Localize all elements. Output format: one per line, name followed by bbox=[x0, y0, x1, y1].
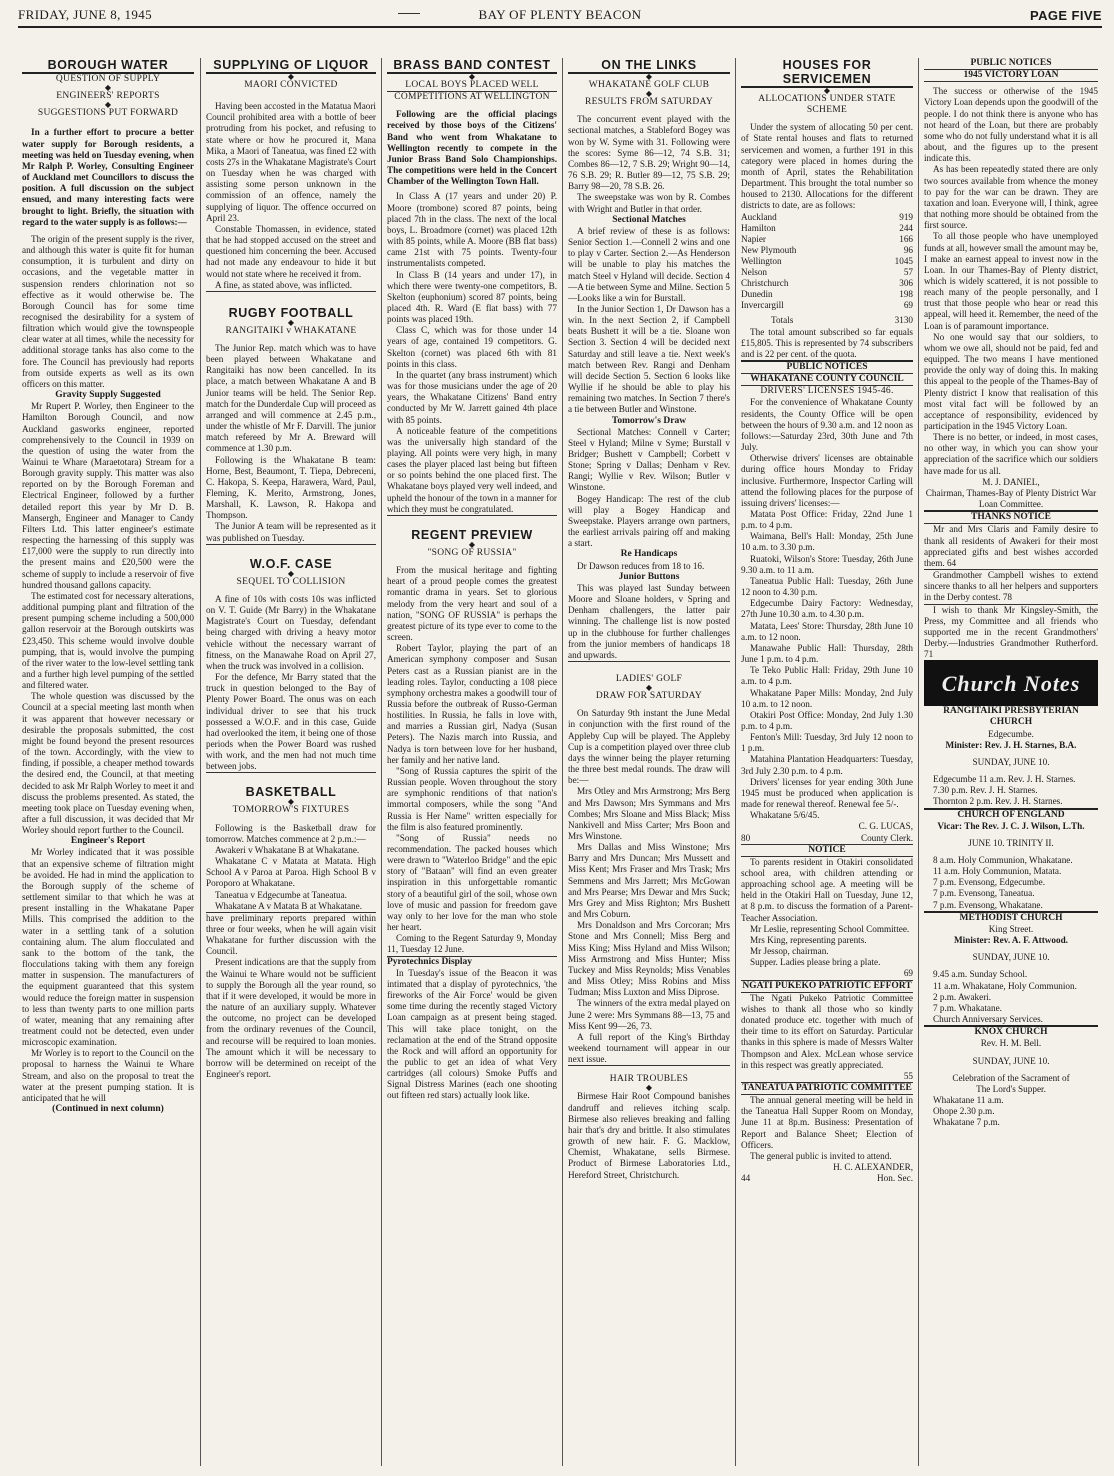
ornament: ◆ bbox=[287, 317, 295, 327]
ref-number: 69 bbox=[903, 968, 913, 979]
paragraph: Class C, which was for those under 14 years of age, contained 19 competitors. G. Skelton (cornet) was placed 6th with 81 points in this class. bbox=[387, 325, 557, 369]
district-name: Wellington bbox=[741, 255, 782, 266]
paragraph: From the musical heritage and fighting heart of a proud people comes the greatest romantic drama in years. Set to glorious melody from the very heart and soul of a nation, "SONG OF RUSSIA" is perhaps the greatest picture of its type ever to come to the screen. bbox=[387, 565, 557, 643]
paragraph: The success or otherwise of the 1945 Victory Loan depends upon the goodwill of the people. I do not think there is anyone who has not heard of the Loan, but there are probably some who do not fully understand what it is all about, and the figures up to the present indicate this. bbox=[924, 86, 1098, 164]
paragraph: Constable Thomassen, in evidence, stated that he had stopped accused on the street and questioned him concerning the beer. Accused had not made any endeavour to hide it but would not state where he received it from. bbox=[206, 223, 376, 279]
column-rule bbox=[200, 58, 201, 1466]
paragraph: Waimana, Bell's Hall: Monday, 25th June 10 a.m. to 3.30 p.m. bbox=[741, 531, 913, 553]
section-heading: Tomorrow's Draw bbox=[611, 415, 687, 426]
paragraph: Sectional Matches: Connell v Carter; Steel v Hyland; Milne v Syme; Burstall v Bridger; Bushett v Campbell; Corbett v Stone; Spring v Dallas; Denham v Rev. Rangi; Wyllie v Rev. Wilson; Butler v Winstone. bbox=[568, 426, 730, 493]
rule bbox=[206, 544, 376, 545]
paragraph: Matata, Lees' Store: Thursday, 28th June 10 a.m. to 12 noon. bbox=[741, 620, 913, 642]
article-title: BRASS BAND CONTEST bbox=[393, 58, 551, 72]
service-line: Whakatane 7 p.m. bbox=[933, 1117, 1000, 1128]
article-title: BASKETBALL bbox=[245, 785, 337, 800]
paragraph: The concurrent event played with the sectional matches, a Stableford Bogey was won by W. Syme with 31. Following were the scores: Syme 86—12, 74 S.B. 31; Combes 86—12, 7 S.B. 29; Wright 90—14, 76 S.B. 29; R. Butler 89—12, 75 S.B. 29; Barry 98—20, 78 S.B. 26. bbox=[568, 114, 730, 192]
table-row bbox=[741, 300, 913, 311]
district-name: Invercargill bbox=[741, 300, 784, 311]
signature-line bbox=[741, 1173, 913, 1184]
column-rule bbox=[381, 58, 382, 1466]
article-title: SUPPLYING OF LIQUOR bbox=[213, 58, 369, 72]
column-liquor-sport bbox=[206, 58, 376, 1470]
paragraph: Otherwise drivers' licenses are obtainable during office hours Monday to Friday inclusive. Furthermore, Inspector Carling will attend the following places for the purpose of issuing drivers' licenses:— bbox=[741, 453, 913, 508]
ref-number: 80 bbox=[741, 832, 751, 843]
article-title: BOROUGH WATER bbox=[47, 58, 169, 72]
church-minister: Rev. H. M. Bell. bbox=[980, 1038, 1042, 1049]
paragraph: Following is the Basketball draw for tomorrow. Matches commence at 2 p.m.:— bbox=[206, 822, 376, 844]
paragraph: Mr and Mrs Claris and Family desire to thank all residents of Awakeri for their most appreciated gifts and best wishes accorded them. 64 bbox=[924, 524, 1098, 568]
article-title: W.O.F. CASE bbox=[249, 556, 333, 571]
paragraph: Present indications are that the supply from the Wainui te Whare would not be sufficient to supply the Borough all the year round, so that if it were developed, it would be more in the nature of an auxiliary supply. Whatever the outcome, no project can be developed from the ordinary revenues of the Council, and recourse will be required to loan monies. The amount which it will be necessary to borrow will be determined on receipt of the Engineer's report. bbox=[206, 957, 376, 1080]
paragraph: Whakatane A v Matata B at Whakatane. bbox=[215, 900, 363, 911]
paragraph: Mr Leslie, representing School Committee. bbox=[750, 923, 910, 934]
issue-date: FRIDAY, JUNE 8, 1945 bbox=[18, 7, 153, 22]
table-row bbox=[741, 212, 913, 223]
paragraph: This was played last Sunday between Moore and Sloane holders, v Spring and Denham challengers, the latter pair winning. The challenge list is now posted up in the clubhouse for further challenges from the junior members of handicaps 18 and upwards. bbox=[568, 582, 730, 660]
paragraph: Whakatane 5/6/45. bbox=[750, 810, 820, 821]
service-line: 7 p.m. Whakatane. bbox=[933, 1002, 1002, 1013]
paragraph: To parents resident in Otakiri consolidated school area, with children attending or approaching school age. A meeting will be held in the Otakiri Hall on Tuesday, June 12, at 8 p.m. to discuss the formation of a Parent-Teacher Association. bbox=[741, 856, 913, 923]
ornament: ◆ bbox=[823, 86, 831, 95]
paragraph: Mr Jessop, chairman. bbox=[750, 946, 829, 957]
paragraph: I wish to thank Mr Kingsley-Smith, the Press, my Committee and all friends who supported me in the recent Grandmothers' Derby.—Industries Grandmother Rutherford. 71 bbox=[924, 604, 1098, 660]
service-line: 11 a.m. Whakatane, Holy Communion. bbox=[933, 980, 1077, 991]
district-name: Hamilton bbox=[741, 222, 776, 233]
paragraph: As has been repeatedly stated there are only two sources available from whence the money to pay for the war can be drawn. They are taxation and loan. Everyone will, I think, agree that nothing more should be obtained from the first source. bbox=[924, 164, 1098, 231]
paragraph: The total amount subscribed so far equals £15,805. This is represented by 74 subscribers and is 22 per cent. of the quota. bbox=[741, 326, 913, 359]
column-notices-church bbox=[924, 58, 1098, 1470]
subheading: RANGITAIKI v WHAKATANE bbox=[225, 325, 357, 336]
rule bbox=[924, 81, 1098, 82]
paragraph: Otakiri Post Office: Monday, 2nd July 1.30 p.m. to 4 p.m. bbox=[741, 709, 913, 731]
section-heading: Engineer's Report bbox=[70, 836, 146, 847]
allocation-table bbox=[741, 212, 913, 312]
service-line: 7 p.m. Evensong, Edgecumbe. bbox=[933, 877, 1046, 888]
church-name: CHURCH OF ENGLAND bbox=[957, 809, 1065, 820]
article-title: REGENT PREVIEW bbox=[411, 527, 533, 542]
ornament: ◆ bbox=[645, 683, 653, 693]
subheading: TOMORROW'S FIXTURES bbox=[232, 805, 350, 816]
notice-title: WHAKATANE COUNTY COUNCIL bbox=[750, 374, 904, 385]
service-line: 7 p.m. Evensong, Whakatane. bbox=[933, 899, 1043, 910]
paragraph: Following is the Whakatane B team: Horne, Best, Beaumont, T. Tiepa, Debreceni, C. Hakopa, S. Keepa, Harawera, Ward, Paul, Fleming, K. Merito, Armstrong, Jones, Marshall, K. Lawson, R. Hakopa and Thompson. bbox=[206, 454, 376, 521]
paragraph: The estimated cost for necessary alterations, additional pumping plant and filtration of the present pumping scheme including a 500,000 gallon reservoir at the Borough outskirts was £23,450. This scheme would involve double pumping, that is, would involve the pumping of the river water to the low-level settling tank and a further high level pumping of the settled and filtered water. bbox=[22, 590, 194, 691]
ornament: ◆ bbox=[287, 797, 295, 807]
service-date: SUNDAY, JUNE 10. bbox=[972, 756, 1050, 767]
column-housing-notices bbox=[741, 58, 913, 1470]
table-row bbox=[741, 245, 913, 256]
church-name: KNOX CHURCH bbox=[974, 1027, 1048, 1038]
page-header bbox=[18, 4, 1102, 28]
header-dash bbox=[398, 13, 420, 14]
paragraph: In the Junior Section 1, Dr Dawson has a win. In the next Section 2, if Campbell beats Bushett it will be a tie. Sloane won Section 3. Section 4 will be decided next Saturday and still leave a tie. Next week's match between Rev. Rangi and Denham will decide Section 5. Section 6 looks like Wyllie if he should be able to play his remaining two matches. In Section 7 there's a tie between Butler and Winstone. bbox=[568, 303, 730, 415]
ref-number: 44 bbox=[741, 1173, 751, 1184]
table-row bbox=[741, 234, 913, 245]
paragraph: Mrs Dallas and Miss Winstone; Mrs Barry and Mrs Duncan; Mrs Mussett and Miss Kent; Mrs Fraser and Mrs Trask; Mrs Semmens and Mrs Jarrett; Mrs McGowan and Mrs Pearse; Mrs Dewar and Mrs Suck; Mrs Grey and Miss Righton; Mrs Bushett and Mrs Coburn. bbox=[568, 842, 730, 920]
paragraph: In the quartet (any brass instrument) which was for those musicians under the age of 20 years, the Whakatane Citizens' Band entry conducted by Mr W. Jarrett gained 4th place with 85 points. bbox=[387, 369, 557, 425]
article-title: HAIR TROUBLES bbox=[609, 1074, 689, 1085]
paragraph: The annual general meeting will be held in the Taneatua Hall Supper Room on Monday, June 11 at 8p.m. Business: Presentation of Report and Balance Sheet; Election of Officers. bbox=[741, 1095, 913, 1150]
section-heading: Gravity Supply Suggested bbox=[55, 390, 161, 401]
section-heading: Sectional Matches bbox=[612, 214, 686, 225]
paragraph: Matata Post Office: Friday, 22nd June 1 p.m. to 4 p.m. bbox=[741, 509, 913, 531]
district-name: New Plymouth bbox=[741, 244, 797, 255]
paragraph: A brief review of these is as follows: Senior Section 1.—Connell 2 wins and one to play v Carter. Section 2.—As Henderson will be unable to play his matches the match Steel v Hyland will decide. Section 4—A tie between Syme and Milne. Section 5—Looks like a win for Burstall. bbox=[568, 225, 730, 303]
rule bbox=[206, 291, 376, 292]
paragraph: The sweepstake was won by R. Combes with Wright and Butler in that order. bbox=[568, 192, 730, 214]
table-row bbox=[741, 267, 913, 278]
subheading: QUESTION OF SUPPLY bbox=[55, 74, 161, 84]
rule bbox=[568, 1065, 730, 1066]
subheading: ALLOCATIONS UNDER STATE SCHEME bbox=[758, 94, 896, 116]
paragraph: In Class A (17 years and under 20) P. Moore (trombone) scored 87 points, being placed 7th in the class. The next of the local boys, L. Broadmore (cornet) was placed 12th with 85 points, while A. Moore (BB flat bass) came 21st with 75 points. Twenty-four instrumentalists competed. bbox=[387, 191, 557, 269]
service-line: Edgecumbe 11 a.m. Rev. J. H. Starnes. bbox=[933, 774, 1076, 785]
notice-title: NGATI PUKEKO PATRIOTIC EFFORT bbox=[742, 980, 912, 991]
service-line: 2 p.m. Awakeri. bbox=[933, 991, 992, 1002]
column-golf bbox=[568, 58, 730, 1470]
subheading: COMPETITIONS AT WELLINGTON bbox=[394, 92, 550, 103]
paragraph: In Class B (14 years and under 17), in which there were twenty-one competitors, B. Skelton (euphonium) scored 87 points, being placed 4th. R. Ward (E flat bass) with 77 points was placed 19th. bbox=[387, 269, 557, 325]
paragraph: The Junior A team will be represented as it was published on Tuesday. bbox=[206, 521, 376, 543]
paragraph: The whole question was discussed by the Council at a special meeting last month when it was apparent that however necessary or desirable the proposals submitted, the cost might be found beyond the present resources of the town. Accordingly, with the view to finding, if possible, a cheaper method towards the desired end, the Council, at that meeting decided to ask Mr Ralph Worley to meet it and discuss the problems presented. As stated, the meeting took place on Tuesday evening when, after a full discussion, it was decided that Mr Worley should report further to the Council. bbox=[22, 691, 194, 836]
table-row bbox=[741, 256, 913, 267]
subheading: DRAW FOR SATURDAY bbox=[595, 691, 703, 702]
service-line: Church Anniversary Services. bbox=[933, 1014, 1043, 1025]
subheading: SEQUEL TO COLLISION bbox=[236, 576, 346, 587]
church-name: RANGITAIKI PRESBYTERIAN CHURCH bbox=[943, 706, 1079, 728]
ornament: ◆ bbox=[645, 72, 653, 81]
ornament: ◆ bbox=[645, 1083, 653, 1093]
lead-paragraph: In a further effort to procure a better water supply for Borough residents, a meeting was held on Tuesday evening, when Mr Ralph P. Worley, Consulting Engineer of Auckland met Councillors to discuss the position. A full discussion on the subject ensued, and many interesting facts were brought to light. Briefly, the situation with regard to the water supply is as follows:— bbox=[22, 127, 194, 227]
church-notes-banner: Church Notes bbox=[924, 660, 1098, 706]
notice-title: THANKS NOTICE bbox=[971, 512, 1051, 523]
paragraph: Mr Worley indicated that it was possible that an expensive scheme of filtration might be avoided. He had in mind the application to the Borough supply of the scheme of settlement similar to that which he was at present installing in the Whakatane Paper Mills. This comprised the addition to the water in a settling tank of a solution containing alum. The alum flocculated and sank to the bottom of the tank, the flocculations taking with them any foreign matter in suspension. The manufacturers of the equipment guaranteed that this system would reduce the foreign matter in suspension to less than twenty parts to one million parts of water, meaning that any remaining after treatment could not be detected, even under microscopic examination. bbox=[22, 847, 194, 1048]
service-line: 7.30 p.m. Rev. J. H. Starnes. bbox=[933, 785, 1038, 796]
column-rule bbox=[562, 58, 563, 1466]
paragraph: Birmese Hair Root Compound banishes dandruff and relieves itching scalp. Birmese also relieves breaking and falling hair that's dry and brittle. It also stimulates growth of new hair. F. G. Macklow, Chemist, Whakatane, sells Birmese. Product of Birmese Laboratories Ltd., Hereford Street, Christchurch. bbox=[568, 1091, 730, 1180]
paragraph: Mrs Donaldson and Mrs Corcoran; Mrs Stone and Mrs Connell; Miss Berg and Miss King; Miss Hyland and Miss Wilson; Miss Armstrong and Miss Hunter; Miss Tuckey and Miss Reynolds; Miss Venables and Miss Otley; Miss Robins and Miss Tudman; Miss Luxton and Miss Diprose. bbox=[568, 920, 730, 998]
district-name: Napier bbox=[741, 233, 766, 244]
district-count: 1045 bbox=[894, 255, 913, 266]
paragraph: Taneatua Public Hall: Tuesday, 26th June 12 noon to 4.30 p.m. bbox=[741, 575, 913, 598]
paragraph: A noticeable feature of the competitions was the universally high standard of the playing. All points were very high, in many cases the player placed last being but fifteen or so points behind the one placed first. The Whakatane boys played very well indeed, and upheld the honour of the town in a manner for which they must be congratulated. bbox=[387, 425, 557, 514]
church-location: King Street. bbox=[988, 923, 1034, 934]
notice-title: NOTICE bbox=[808, 844, 846, 855]
subheading: MAORI CONVICTED bbox=[244, 80, 338, 90]
district-count: 69 bbox=[903, 300, 913, 311]
district-count: 166 bbox=[899, 233, 913, 244]
district-name: Christchurch bbox=[741, 278, 789, 289]
signature-title: Hon. Sec. bbox=[877, 1173, 913, 1184]
paragraph: "Song of Russia" needs no recommendation. The packed houses which were drawn to "Waterloo Bridge" and the epic story of "Bataan" will find an even greater inspiration in this unforgettable romantic story of a beautiful girl of the soil, whose own love of music and passion for freedom gave way only to her love for the man who stole her heart. bbox=[387, 832, 557, 933]
paragraph: Coming to the Regent Saturday 9, Monday 11, Tuesday 12 June. bbox=[387, 933, 557, 955]
signature: H. C. ALEXANDER, bbox=[833, 1162, 913, 1173]
ornament: ◆ bbox=[287, 568, 295, 578]
ornament: ◆ bbox=[468, 72, 476, 81]
service-date: SUNDAY, JUNE 10. bbox=[972, 952, 1050, 963]
district-count: 244 bbox=[899, 222, 913, 233]
paragraph: Manawahe Public Hall: Thursday, 28th June 1 p.m. to 4 p.m. bbox=[741, 642, 913, 665]
table-row bbox=[741, 223, 913, 234]
total-value: 3130 bbox=[894, 315, 913, 326]
church-name: METHODIST CHURCH bbox=[959, 912, 1063, 923]
paragraph: To all those people who have unemployed funds at all, however small the amount may be, I make an earnest appeal to invest now in the Loan. In our Thames-Bay of Plenty district, which is widely scattered, it is not possible to reach many of the people personally, and I trust that those people who hear or read this appeal, will heed it. Remember, the need of the Loan is of paramount importance. bbox=[924, 231, 1098, 331]
paragraph: Mrs Otley and Mrs Armstrong; Mrs Berg and Mrs Dawson; Mrs Symmans and Mrs Combes; Mrs Sloane and Miss Black; Miss Nankivell and Miss Carter; Mrs Boon and Mrs Winstone. bbox=[568, 786, 730, 841]
lead-paragraph: Following are the official placings received by those boys of the Citizens' Band who went from Whakatane to Wellington recently to compete in the Junior Brass Band Solo Championships. The competitions were held in the Concert Chamber of the Wellington Town Hall. bbox=[387, 109, 557, 187]
rule bbox=[387, 515, 557, 516]
paragraph: On Saturday 9th instant the June Medal in conjunction with the first round of the Appleby Cup will be played. The Appleby Cup is a competition played over three club days the winner being the player returning the three best medal rounds. The draw will be:— bbox=[568, 708, 730, 786]
district-name: Auckland bbox=[741, 211, 777, 222]
signature-line bbox=[741, 833, 913, 844]
column-brass-regent bbox=[387, 58, 557, 1470]
article-title: LADIES' GOLF bbox=[615, 673, 683, 684]
paragraph: Ruatoki, Wilson's Store: Tuesday, 26th June 9.30 a.m. to 11 a.m. bbox=[741, 553, 913, 575]
paragraph: Bogey Handicap: The rest of the club will play a Bogey Handicap and Sweepstake. Players arrange own partners, the earliest arrivals pairing off and making a start. bbox=[568, 493, 730, 549]
subheading: WHAKATANE GOLF CLUB bbox=[588, 80, 710, 90]
subheading: LOCAL BOYS PLACED WELL bbox=[405, 80, 539, 90]
signature: M. J. DANIEL, bbox=[982, 476, 1040, 487]
paragraph: have preliminary reports prepared within three or four weeks, when he will again visit Whakatane for further discussion with the Council. bbox=[206, 912, 376, 957]
table-row bbox=[741, 289, 913, 300]
total-label: Totals bbox=[771, 315, 794, 326]
notice-title: TANEATUA PATRIOTIC COMMITTEE bbox=[742, 1082, 912, 1093]
paragraph: No one would say that our soldiers, to whom we owe all, should not be paid, fed and equipped. The two means I have mentioned provide the only way of doing this. In making this appeal to the people of the Thames-Bay of Plenty district I know that realisation of this most vital fact will be followed by an acceptance of responsibility, evidenced by participation in the 1945 Victory Loan. bbox=[924, 331, 1098, 431]
paragraph: Te Teko Public Hall: Friday, 29th June 10 a.m. to 4 p.m. bbox=[741, 665, 913, 687]
church-minister: Minister: Rev. J. H. Starnes, B.A. bbox=[945, 739, 1077, 750]
district-count: 198 bbox=[899, 289, 913, 300]
paragraph: A full report of the King's Birthday weekend tournament will appear in our next issue. bbox=[568, 1031, 730, 1065]
paragraph: In Tuesday's issue of the Beacon it was intimated that a display of pyrotechnics, 'the fireworks of the Air Force' would be given some time during the recently staged Victory Loan campaign as at present being staged. This will take place tonight, on the reclamation at the end of the Strand opposite the Rock and will afford an opportunity for the public to get an idea of what Very cartridges (all colours) Smoke Puffs and Signal Distress Marines (each one shooting out fifteen red stars) actually look like. bbox=[387, 967, 557, 1101]
paragraph: A fine, as stated above, was inflicted. bbox=[215, 279, 353, 290]
rule bbox=[568, 661, 730, 662]
paragraph: Taneatua v Edgecumbe at Taneatua. bbox=[215, 889, 347, 900]
page-number: PAGE FIVE bbox=[1030, 7, 1102, 23]
service-date: SUNDAY, JUNE 10. bbox=[972, 1055, 1050, 1066]
column-rule bbox=[918, 58, 919, 1466]
subheading: ENGINEERS' REPORTS bbox=[56, 91, 160, 102]
table-row bbox=[741, 278, 913, 289]
subheading: SUGGESTIONS PUT FORWARD bbox=[37, 108, 179, 119]
paragraph: Fenton's Mill: Tuesday, 3rd July 12 noon to 1 p.m. bbox=[741, 732, 913, 754]
paragraph: Matahina Plantation Headquarters: Tuesday, 3rd July 2.30 p.m. to 4 p.m. bbox=[741, 754, 913, 776]
district-name: Dunedin bbox=[741, 289, 773, 300]
paragraph: Edgecumbe Dairy Factory: Wednesday, 27th June 10.30 a.m. to 4.30 p.m. bbox=[741, 598, 913, 620]
signature: C. G. LUCAS, bbox=[858, 821, 913, 832]
signature-title: Chairman, Thames-Bay of Plenty District War Loan Committee. bbox=[925, 487, 1097, 510]
paragraph: Drivers' licenses for year ending 30th June 1945 must be produced when application is made for renewal thereof. Renewal fee 5/-. bbox=[741, 776, 913, 810]
district-count: 919 bbox=[899, 211, 913, 222]
service-date: JUNE 10. TRINITY II. bbox=[968, 837, 1054, 848]
district-name: Nelson bbox=[741, 267, 768, 278]
service-line: Celebration of the Sacrament of bbox=[952, 1072, 1070, 1083]
section-heading: Junior Buttons bbox=[618, 571, 680, 582]
paragraph: The general public is invited to attend. bbox=[750, 1150, 892, 1161]
paragraph: Dr Dawson reduces from 18 to 16. bbox=[577, 560, 705, 571]
paragraph: The Junior Rep. match which was to have been played between Whakatane and Rangitaiki has now been cancelled. In its place, a match between Whakatane A and B Junior teams will be held. The Senior Rep. match for the Dunderdale Cup will proceed as arranged and will commence at 2.45 p.m., under the whistle of Mr F. Darvill. The junior match refereed by Mr A. Breward will commence at 1.30 p.m. bbox=[206, 342, 376, 454]
column-borough-water bbox=[22, 58, 194, 1470]
subheading: DRIVERS' LICENSES 1945-46. bbox=[760, 386, 894, 397]
paragraph: Having been accosted in the Matatua Maori Council prohibited area with a bottle of beer protruding from his pocket, and refusing to state where or how he procured it, Mana Mika, a Maori of Taneatua, was fined £2 with costs 27s in the Whakatane Magistrate's Court on Tuesday when he was charged with assisting some person unknown in the commission of an offence, namely the supplying of liquor. The offence occurred on April 23. bbox=[206, 101, 376, 223]
column-rule bbox=[735, 58, 736, 1466]
paragraph: A fine of 10s with costs 10s was inflicted on V. T. Guide (Mr Barry) in the Whakatane Magistrate's Court on Tuesday, defendant being charged with driving a heavy motor vehicle without the necessary warrant of fitness, on the Manawahe Road on April 27, when the truck was involved in a collision. bbox=[206, 593, 376, 671]
paragraph: The origin of the present supply is the river, and although this water is quite fit for human consumption, it is turbulent and dirty on occasions, and the vegetable matter in suspension renders chlorination not so effective as it would otherwise be. The Borough Council has for some time recognised the desirability for a system of filtration which would give the townspeople clear water at all times, while the necessity for additional storage tanks has also come to the fore. The Council has previously had reports from outside experts as well as its own officers on this matter. bbox=[22, 233, 194, 389]
paragraph: Robert Taylor, playing the part of an American symphony composer and Susan Peters cast as a Russian pianist are in the leading roles. Taylor, conducting a 108 piece symphony orchestra makes a goodwill tour of Russia before the outbreak of Russo-German hostilities. In Russia, he falls in love with, and marries a Russian girl, Nadya (Susan Peters). The Nazis march into Russia, and Nadya is torn between love for her husband, her family and her native land. bbox=[387, 643, 557, 765]
paragraph: Mr Worley is to report to the Council on the proposal to harness the Wainui te Whare Stream, and also on the proposal to treat the water at the present pumping station. It is anticipated that he will bbox=[22, 1048, 194, 1103]
service-line: 8 a.m. Holy Communion, Whakatane. bbox=[933, 855, 1073, 865]
paragraph: "Song of Russia captures the spirit of the Russian people. Woven throughout the story are symphonic renditions of that nation's immortal composers, while the song "And Russia is Her Name" written especially for the film is also featured prominently. bbox=[387, 765, 557, 832]
paragraph: Mrs King, representing parents. bbox=[750, 934, 867, 945]
section-heading: Pyrotechnics Display bbox=[387, 956, 473, 967]
ornament: ◆ bbox=[645, 89, 653, 99]
ornament: ◆ bbox=[468, 539, 476, 549]
service-line: 11 a.m. Holy Communion, Matata. bbox=[933, 866, 1062, 877]
ornament: ◆ bbox=[104, 100, 112, 110]
paragraph: Supper. Ladies please bring a plate. bbox=[750, 957, 881, 968]
section-heading: PUBLIC NOTICES bbox=[786, 361, 868, 372]
section-heading: Re Handicaps bbox=[620, 549, 678, 560]
service-line: Ohope 2.30 p.m. bbox=[933, 1106, 995, 1117]
district-count: 96 bbox=[903, 244, 913, 255]
ornament: ◆ bbox=[104, 83, 112, 93]
paragraph: Under the system of allocating 50 per cent. of State rental houses and flats to returned servicemen and women, a further 191 in this category were placed in homes during the month of April, states the Rehabilitation Department. This brought the total number so housed to 2130. Allocations for the different districts to date, are as follows: bbox=[741, 122, 913, 211]
paragraph: Whakatane C v Matata at Matata. High School A v Paroa at Paroa. High School B v Poroporo at Whakatane. bbox=[206, 856, 376, 889]
service-line: 9.45 a.m. Sunday School. bbox=[933, 969, 1028, 980]
service-line: Thornton 2 p.m. Rev. J. H. Starnes. bbox=[933, 796, 1063, 807]
paragraph: The winners of the extra medal played on June 2 were: Mrs Symmans 88—13, 75 and Miss Kent 99—26, 73. bbox=[568, 998, 730, 1031]
signature-title: County Clerk. bbox=[860, 832, 913, 843]
paragraph: Mr Rupert P. Worley, then Engineer to the Hamilton Borough Council, and now Auckland gasworks engineer, reported comprehensively to the Council in 1939 on the question of using the water from the Wainui te Whare (Maraetotara) Stream for a Borough gravity supply. This matter was also reported on by the Borough Foreman and Electrical Engineer, followed by a further detailed report this year by Mr D. B. Mansergh, Engineer and Manager to Candy Filters Ltd. This latter engineer's estimate respecting the harnessing of this supply was £17,000 were the supply to run directly into the present mains and £20,500 were the scheme of supply to include a reservoir of five hundred thousand gallons capacity. bbox=[22, 401, 194, 590]
subheading: "SONG OF RUSSIA" bbox=[427, 547, 517, 558]
article-title: ON THE LINKS bbox=[601, 58, 697, 72]
article-title: HOUSES FOR SERVICEMEN bbox=[782, 58, 872, 86]
section-heading: PUBLIC NOTICES bbox=[970, 58, 1052, 68]
masthead-title: BAY OF PLENTY BEACON bbox=[478, 7, 642, 22]
service-line: 7 p.m. Evensong, Taneatua. bbox=[933, 888, 1035, 899]
ornament: ◆ bbox=[287, 72, 295, 81]
service-line: Whakatane 11 a.m. bbox=[933, 1094, 1004, 1105]
paragraph: There is no better, or indeed, in most cases, no other way, in which you can show your appreciation of the sacrifice which our soldiers have made for us all. bbox=[924, 432, 1098, 476]
allocation-total bbox=[741, 315, 913, 326]
paragraph: The Ngati Pukeko Patriotic Committee wishes to thank all those who so kindly donated produce etc. together with much of their time to its effort on Saturday. Particular thanks in this sphere is made of Messrs Walter Thompson and Alex. McLean whose service in this respect was greatly appreciated. bbox=[741, 992, 913, 1070]
paragraph: Whakatane Paper Mills: Monday, 2nd July 10 a.m. to 12 noon. bbox=[741, 687, 913, 709]
paragraph: For the defence, Mr Barry stated that the truck in question belonged to the Bay of Plenty Power Board. The onus was on each individual driver to see that his truck possessed a W.O.F. and in this case, Guide had overlooked the item, it being one of those periods when the Power Board was rushed with work, and the men had not much time between jobs. bbox=[206, 672, 376, 772]
paragraph: Grandmother Campbell wishes to extend sincere thanks to all her helpers and supporters in the Derby contest. 78 bbox=[924, 570, 1098, 603]
paragraph: For the convenience of Whakatane County residents, the County Office will be open between the hours of 9.30 a.m. and 12 noon as follows:—Saturday 23rd, 30th June and 7th July. bbox=[741, 397, 913, 453]
church-location: Edgecumbe. bbox=[988, 728, 1034, 739]
subheading: RESULTS FROM SATURDAY bbox=[584, 97, 714, 108]
article-title: RUGBY FOOTBALL bbox=[228, 305, 354, 320]
church-minister: Minister: Rev. A. F. Attwood. bbox=[954, 935, 1068, 946]
paragraph: Awakeri v Whakatane B at Whakatane. bbox=[215, 844, 360, 855]
district-count: 57 bbox=[903, 267, 913, 278]
continued-note: (Continued in next column) bbox=[52, 1104, 164, 1115]
service-line: The Lord's Supper. bbox=[976, 1083, 1046, 1094]
church-minister: Vicar: The Rev. J. C. J. Wilson, L.Th. bbox=[937, 820, 1085, 831]
district-count: 306 bbox=[899, 278, 913, 289]
rule bbox=[206, 772, 376, 773]
notice-title: 1945 VICTORY LOAN bbox=[963, 70, 1059, 81]
ref-number: 55 bbox=[903, 1070, 913, 1081]
